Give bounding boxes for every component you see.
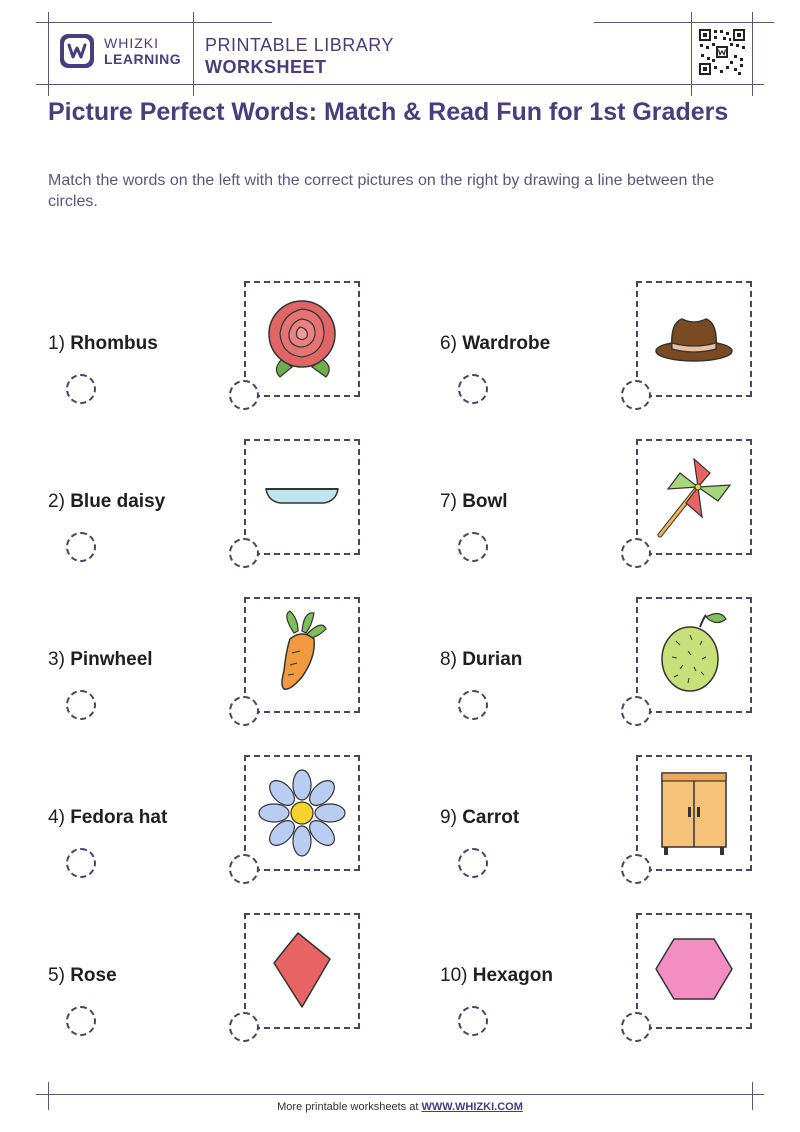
bowl-icon (252, 447, 352, 547)
qr-code-icon (698, 28, 746, 76)
footer-line (36, 1094, 764, 1095)
word-label: Fedora hat (70, 807, 168, 828)
header-line-top-left (36, 22, 272, 23)
word-number: 9) (440, 807, 457, 828)
word-item (440, 649, 522, 671)
word-match-circle[interactable] (66, 374, 96, 404)
header-line-top-right (594, 22, 774, 23)
library-top-text: PRINTABLE LIBRARY (205, 35, 394, 55)
carrot-icon (252, 605, 352, 705)
word-number: 5) (48, 965, 65, 986)
word-item (440, 807, 519, 829)
hexagon-icon (644, 921, 744, 1021)
word-match-circle[interactable] (66, 532, 96, 562)
header-divider-far-right (752, 12, 753, 96)
word-item (48, 965, 117, 987)
durian-icon (644, 605, 744, 705)
word-match-circle[interactable] (458, 374, 488, 404)
whizki-logo (60, 34, 181, 68)
wardrobe-icon (644, 763, 744, 863)
word-item (48, 807, 167, 829)
word-label: Blue daisy (70, 491, 166, 512)
word-number: 1) (48, 333, 65, 354)
logo-text-top: WHIZKI (104, 35, 159, 51)
logo-text-bottom: LEARNING (104, 51, 182, 67)
word-match-circle[interactable] (458, 848, 488, 878)
rhombus-icon (252, 921, 352, 1021)
footer-text: More printable worksheets at (277, 1101, 422, 1113)
header-divider-left (48, 12, 49, 96)
logo-w-icon (60, 34, 94, 68)
word-label: Carrot (462, 807, 520, 828)
footer-link[interactable]: WWW.WHIZKI.COM (421, 1101, 523, 1113)
page-title: Picture Perfect Words: Match & Read Fun for 1st Graders (48, 98, 729, 126)
word-item (440, 333, 550, 355)
word-number: 3) (48, 649, 65, 670)
word-number: 2) (48, 491, 65, 512)
word-label: Wardrobe (462, 333, 551, 354)
rose-icon (252, 289, 352, 389)
pinwheel-icon (644, 447, 744, 547)
word-item (48, 649, 153, 671)
word-label: Rhombus (70, 333, 158, 354)
word-match-circle[interactable] (458, 690, 488, 720)
header-divider-mid (193, 12, 194, 96)
word-number: 10) (440, 965, 468, 986)
word-item (48, 491, 165, 513)
word-match-circle[interactable] (66, 690, 96, 720)
word-number: 4) (48, 807, 65, 828)
fedora-hat-icon (644, 289, 744, 389)
word-label: Durian (462, 649, 523, 670)
word-match-circle[interactable] (66, 848, 96, 878)
instructions: Match the words on the left with the correct pictures on the right by drawing a line between the circles. (48, 172, 715, 210)
word-match-circle[interactable] (458, 1006, 488, 1036)
word-match-circle[interactable] (458, 532, 488, 562)
word-label: Pinwheel (70, 649, 153, 670)
library-bottom-text: WORKSHEET (205, 57, 327, 77)
word-label: Bowl (462, 491, 508, 512)
header-divider-right (691, 12, 692, 96)
word-number: 6) (440, 333, 457, 354)
word-number: 7) (440, 491, 457, 512)
word-item (48, 333, 158, 355)
word-match-circle[interactable] (66, 1006, 96, 1036)
library-label (205, 34, 394, 78)
word-item (440, 491, 508, 513)
word-item (440, 965, 553, 987)
header-line-bottom (36, 84, 764, 85)
word-label: Rose (70, 965, 117, 986)
blue-daisy-icon (252, 763, 352, 863)
footer (0, 1101, 800, 1113)
word-label: Hexagon (472, 965, 553, 986)
word-number: 8) (440, 649, 457, 670)
